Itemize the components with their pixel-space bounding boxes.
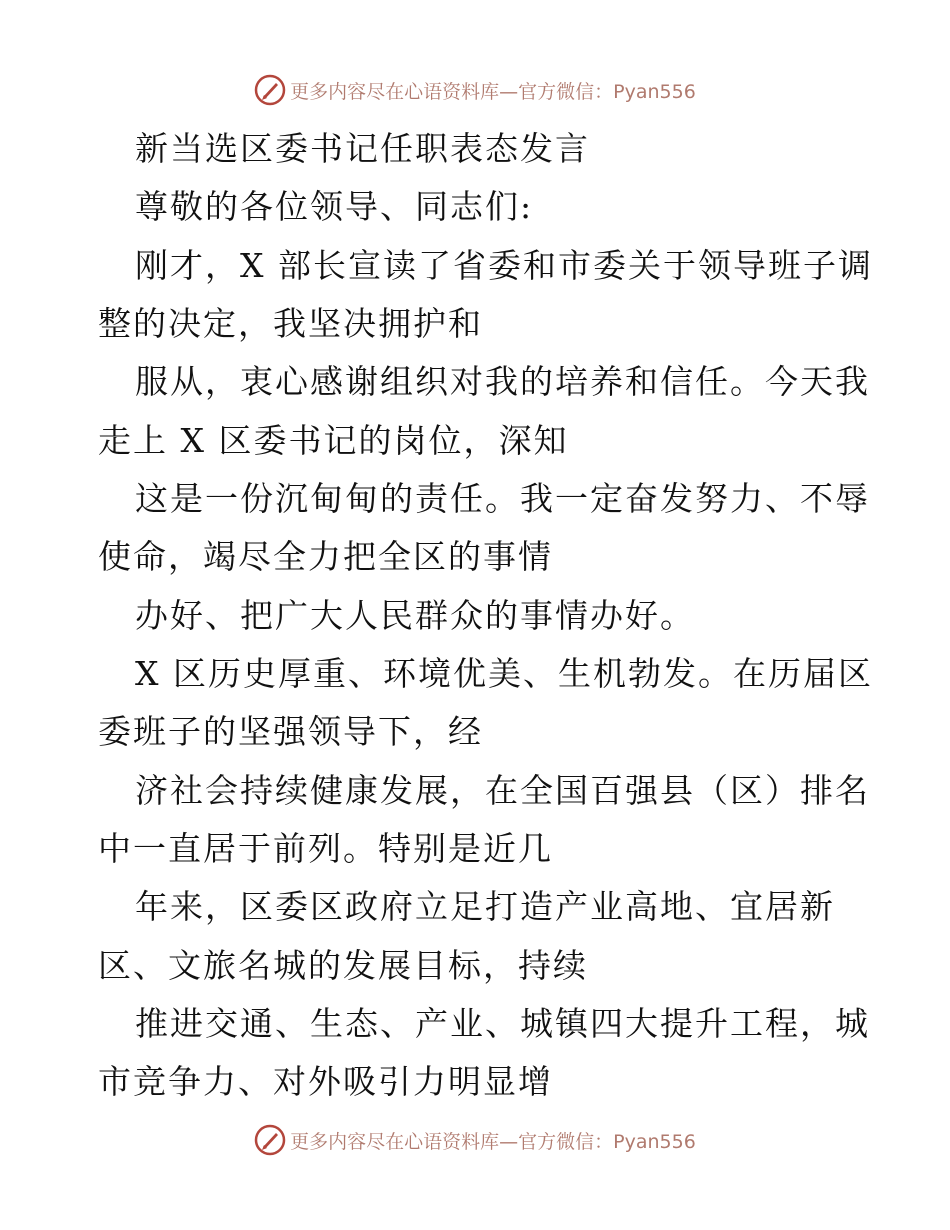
text-line: 市竞争力、对外吸引力明显增 (98, 1062, 553, 1101)
watermark-text: 更多内容尽在心语资料库—官方微信：Pyan556 (290, 80, 696, 103)
text-line: 年来，区委区政府立足打造产业高地、宜居新 (135, 887, 835, 926)
text-line: 服从，衷心感谢组织对我的培养和信任。今天我 (135, 362, 870, 401)
text-line: 刚才，X 部长宣读了省委和市委关于领导班子调 (135, 246, 873, 285)
text-line: X 区历史厚重、环境优美、生机勃发。在历届区 (135, 654, 873, 693)
document-title: 新当选区委书记任职表态发言 (135, 129, 590, 168)
text-line: 济社会持续健康发展，在全国百强县（区）排名 (135, 771, 870, 810)
text-line: 走上 X 区委书记的岗位，深知 (98, 421, 569, 460)
text-line: 办好、把广大人民群众的事情办好。 (135, 596, 695, 635)
quill-logo-icon (254, 74, 286, 106)
salutation: 尊敬的各位领导、同志们: (135, 187, 534, 226)
text-line: 这是一份沉甸甸的责任。我一定奋发努力、不辱 (135, 479, 870, 518)
text-line: 使命，竭尽全力把全区的事情 (98, 537, 553, 576)
text-line: 委班子的坚强领导下，经 (98, 712, 483, 751)
header-watermark-banner (0, 70, 950, 110)
quill-logo-icon (254, 1124, 286, 1156)
text-line: 推进交通、生态、产业、城镇四大提升工程，城 (135, 1004, 870, 1043)
text-line: 中一直居于前列。特别是近几 (98, 829, 553, 868)
text-line: 区、文旅名城的发展目标，持续 (98, 946, 588, 985)
text-line: 整的决定，我坚决拥护和 (98, 304, 483, 343)
watermark-text: 更多内容尽在心语资料库—官方微信：Pyan556 (290, 1130, 696, 1153)
footer-watermark-banner (0, 1120, 950, 1160)
